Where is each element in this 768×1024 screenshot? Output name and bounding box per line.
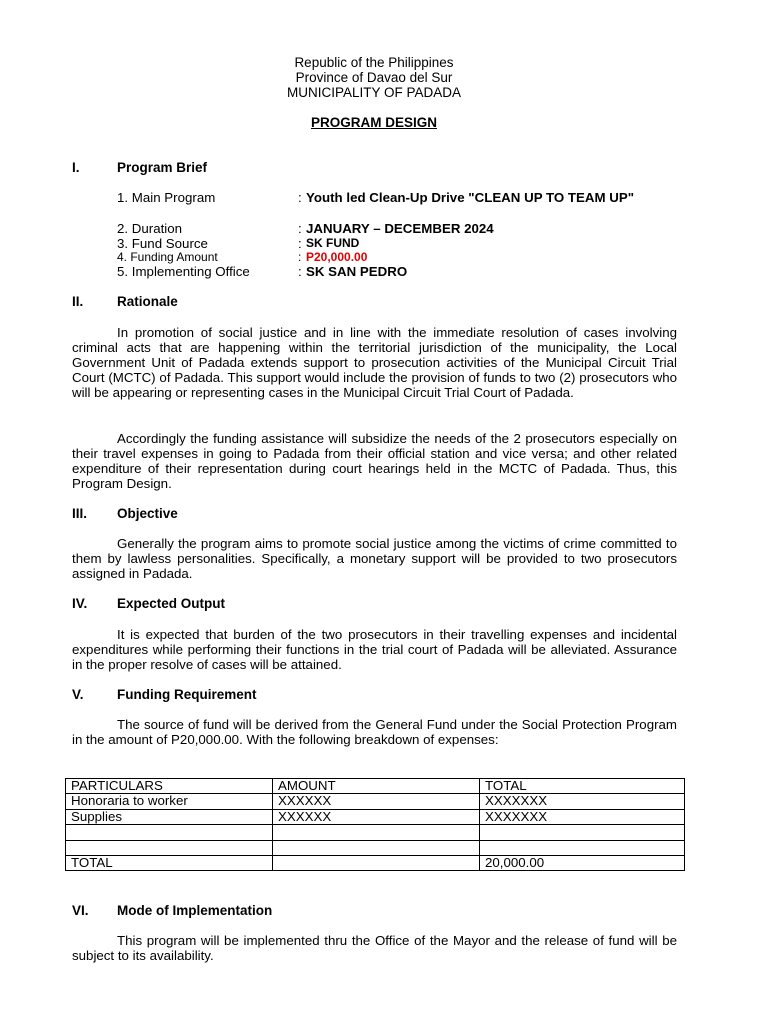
table-cell bbox=[66, 840, 273, 855]
funding-breakdown-table bbox=[65, 778, 685, 871]
header-line-province: Province of Davao del Sur bbox=[295, 70, 453, 85]
table-header-cell: PARTICULARS bbox=[66, 779, 273, 794]
brief-colon: : bbox=[298, 250, 302, 264]
rationale-paragraph-1: In promotion of social justice and in line with the immediate resolution of cases involving criminal acts that are happening within the territorial jurisdiction of the municipality, the Local Government Unit of Padada extends support to prosecution activities of the Municipal Circuit Trial Court (MCTC) of Padada. This support would include the provision of funds to two (2) prosecutors who will be appearing or representing cases in the Municipal Circuit Trial Court of Padada. bbox=[72, 325, 677, 400]
table-header-row bbox=[66, 779, 685, 794]
brief-colon: : bbox=[298, 190, 302, 205]
document-header bbox=[0, 55, 748, 100]
header-line-republic: Republic of the Philippines bbox=[294, 55, 454, 70]
table-header-cell: TOTAL bbox=[480, 779, 685, 794]
section-heading-mode-of-implementation: VI. Mode of Implementation bbox=[72, 903, 273, 918]
table-cell bbox=[66, 825, 273, 840]
expected-output-paragraph: It is expected that burden of the two prosecutors in their travelling expenses and incidental expenditures while performing their functions in the trial court of Padada will be alleviated. Assurance in the proper resolve of cases will be attained. bbox=[72, 627, 677, 672]
section-heading-funding-requirement: V. Funding Requirement bbox=[72, 687, 257, 702]
section-heading-expected-output: IV. Expected Output bbox=[72, 596, 226, 611]
brief-colon: : bbox=[298, 264, 302, 279]
brief-label: 2. Duration bbox=[117, 221, 183, 236]
table-cell: Supplies bbox=[66, 809, 273, 824]
table-cell bbox=[273, 825, 480, 840]
section-heading-rationale: II. Rationale bbox=[72, 294, 178, 309]
table-cell bbox=[273, 840, 480, 855]
brief-colon: : bbox=[298, 236, 302, 251]
table-cell bbox=[273, 855, 480, 870]
table-cell: Honoraria to worker bbox=[66, 794, 273, 809]
table-header-cell: AMOUNT bbox=[273, 779, 480, 794]
brief-value: Youth led Clean-Up Drive "CLEAN UP TO TEAM UP" bbox=[306, 190, 635, 205]
table-cell: XXXXXX bbox=[273, 794, 480, 809]
funding-requirement-paragraph: The source of fund will be derived from the General Fund under the Social Protection Program in the amount of P20,000.00. With the following breakdown of expenses: bbox=[72, 717, 677, 747]
brief-label: 4. Funding Amount bbox=[117, 250, 218, 264]
table-total-row bbox=[66, 855, 685, 870]
table-cell: XXXXXX bbox=[273, 809, 480, 824]
table-cell bbox=[480, 840, 685, 855]
rationale-paragraph-2: Accordingly the funding assistance will subsidize the needs of the 2 prosecutors especially on their travel expenses in going to Padada from their official station and vice versa; and other related expenditure of their representation during court hearings held in the MCTC of Padada. Thus, this Program Design. bbox=[72, 431, 677, 491]
brief-value: JANUARY – DECEMBER 2024 bbox=[306, 221, 494, 236]
section-heading-program-brief: I. Program Brief bbox=[72, 160, 208, 175]
brief-value: SK FUND bbox=[306, 236, 360, 250]
header-line-municipality: MUNICIPALITY OF PADADA bbox=[286, 85, 462, 100]
table-cell: XXXXXXX bbox=[480, 809, 685, 824]
table-cell: XXXXXXX bbox=[480, 794, 685, 809]
table-cell bbox=[480, 825, 685, 840]
table-row bbox=[66, 809, 685, 824]
brief-label: 3. Fund Source bbox=[117, 236, 208, 251]
brief-value-amount: P20,000.00 bbox=[306, 250, 368, 264]
document-title: PROGRAM DESIGN bbox=[310, 115, 437, 130]
brief-colon: : bbox=[298, 221, 302, 236]
table-cell: TOTAL bbox=[66, 855, 273, 870]
objective-paragraph: Generally the program aims to promote social justice among the victims of crime committed to them by lawless personalities. Specifically, a monetary support will be provided to two prosecutors assigned in Padada. bbox=[72, 536, 677, 581]
table-cell: 20,000.00 bbox=[480, 855, 685, 870]
brief-label: 1. Main Program bbox=[117, 190, 216, 205]
table-row bbox=[66, 825, 685, 840]
section-heading-objective: III. Objective bbox=[72, 506, 178, 521]
brief-label: 5. Implementing Office bbox=[117, 264, 250, 279]
mode-of-implementation-paragraph: This program will be implemented thru the Office of the Mayor and the release of fund will be subject to its availability. bbox=[72, 933, 677, 963]
brief-value: SK SAN PEDRO bbox=[306, 264, 408, 279]
table-row bbox=[66, 794, 685, 809]
table-row bbox=[66, 840, 685, 855]
